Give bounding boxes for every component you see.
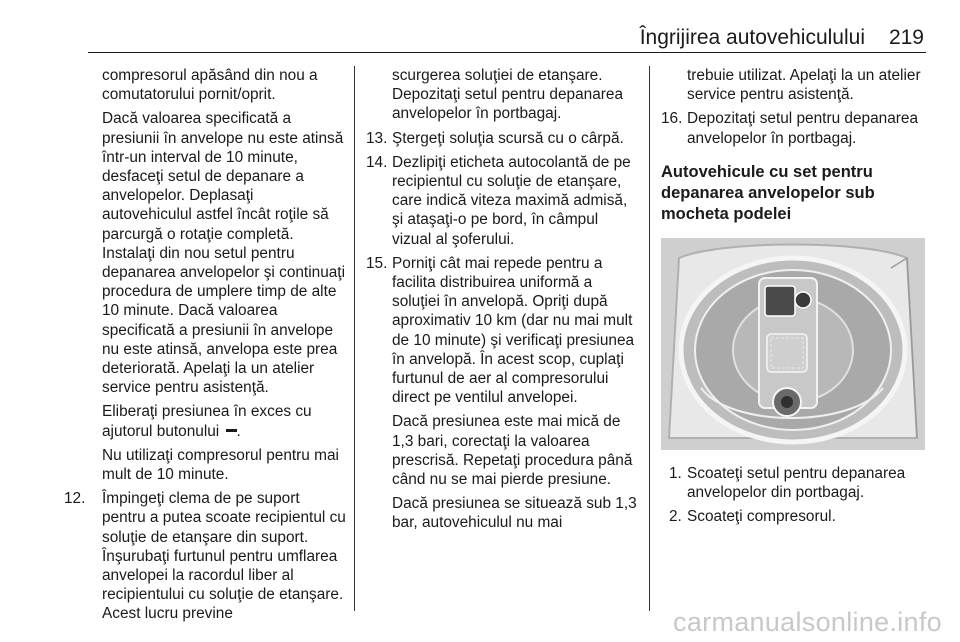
paragraph: Dacă presiunea este mai mică de 1,3 bari, corectaţi la valoarea prescrisă. Repetaţi procedura până când nu se mai pierde presiune. [392, 413, 633, 489]
list-item [366, 254, 638, 408]
list-item [661, 507, 931, 526]
paragraph [76, 402, 346, 440]
paragraph: Dacă presiunea se situează sub 1,3 bar, autovehiculul nu mai [392, 495, 637, 532]
column-right [661, 66, 931, 531]
list-item-text: Dezlipiţi eticheta autocolantă de pe recipientul cu soluţie de etanşare, care indică viteza maximă admisă, şi ataşaţi-o pe bord, în câmpul vizual al şoferului. [392, 153, 631, 248]
paragraph: Dacă valoarea specificată a presiunii în anvelope nu este atinsă într-un interval de 10 minute, desfaceţi setul de depanare a anvelopelor. Deplasaţi autovehiculul astfel încât roţile să parcurgă o rotaţie completă. Instalaţi din nou setul pentru depanarea anvelopelor şi continuaţi procedura de umplere timp de alte 10 minute. Dacă valoarea specificată a presiunii în anvelope nu este atinsă, anvelopa este prea deteriorată. Apelaţi la un atelier service pentru asistenţă. [102, 110, 346, 397]
list-item-text: Ştergeţi soluţia scursă cu o cârpă. [392, 129, 624, 147]
page-number: 219 [888, 26, 924, 49]
column-left [64, 66, 346, 629]
list-item-number: 16. [661, 110, 683, 128]
list-item-text: Scoateţi setul pentru depanarea anvelopelor din portbagaj. [687, 464, 906, 502]
list-item-text: Scoateţi compresorul. [687, 508, 836, 526]
list-item [661, 109, 931, 147]
paragraph-end: . [236, 422, 241, 440]
page-header-title: Îngrijirea autovehiculului [639, 26, 865, 49]
paragraph: compresorul apăsând din nou a comutatorului pornit/oprit. [102, 67, 318, 104]
paragraph: trebuie utilizat. Apelaţi la un atelier service pentru asistenţă. [687, 67, 921, 104]
list-item-number: 13. [366, 129, 388, 147]
list-item [366, 129, 638, 148]
paragraph: Nu utilizaţi compresorul pentru mai mult de 10 minute. [102, 446, 339, 484]
column-middle [366, 66, 638, 538]
list-item-text: Împingeţi clema de pe suport pentru a putea scoate recipientul cu soluţie de etanşare din suport. Înşurubaţi furtunul pentru umflarea anvelopei la racordul liber al recipientului cu soluţie de etanşare. Acest lucru previne [102, 490, 346, 623]
list-item-number: 12. [64, 490, 86, 508]
column-divider [649, 66, 650, 611]
list-item-text: Porniţi cât mai repede pentru a facilita distribuirea uniformă a soluţiei în anvelopă. Opriţi după aproximativ 10 km (dar nu mai mult de 10 minute) şi verificaţi presiunea în anvelopă. În acest scop, cuplaţi furtunul de aer al compresorului direct pe ventilul anvelopei. [392, 254, 635, 407]
paragraph-text: Eliberaţi presiunea în exces cu ajutorul butonului [102, 403, 312, 440]
paragraph: scurgerea soluţiei de etanşare. Depozitaţi setul pentru depanarea anvelopelor în portbagaj. [392, 67, 624, 123]
list-item-number: 1. [669, 464, 682, 482]
column-divider [354, 66, 355, 611]
list-item-number: 2. [669, 508, 682, 526]
list-item [661, 464, 931, 502]
list-item-number: 15. [366, 254, 388, 272]
tire-repair-kit-illustration [661, 238, 925, 450]
header-rule [88, 52, 926, 53]
list-item-number: 14. [366, 153, 388, 171]
section-heading: Autovehicule cu set pentru depanarea anvelopelor sub mocheta podelei [661, 162, 875, 223]
watermark: carmanualsonline.info [673, 607, 942, 637]
minus-button-icon [226, 429, 237, 432]
list-item-text: Depozitaţi setul pentru depanarea anvelopelor în portbagaj. [687, 110, 919, 147]
list-item [64, 489, 346, 623]
list-item [366, 153, 638, 249]
